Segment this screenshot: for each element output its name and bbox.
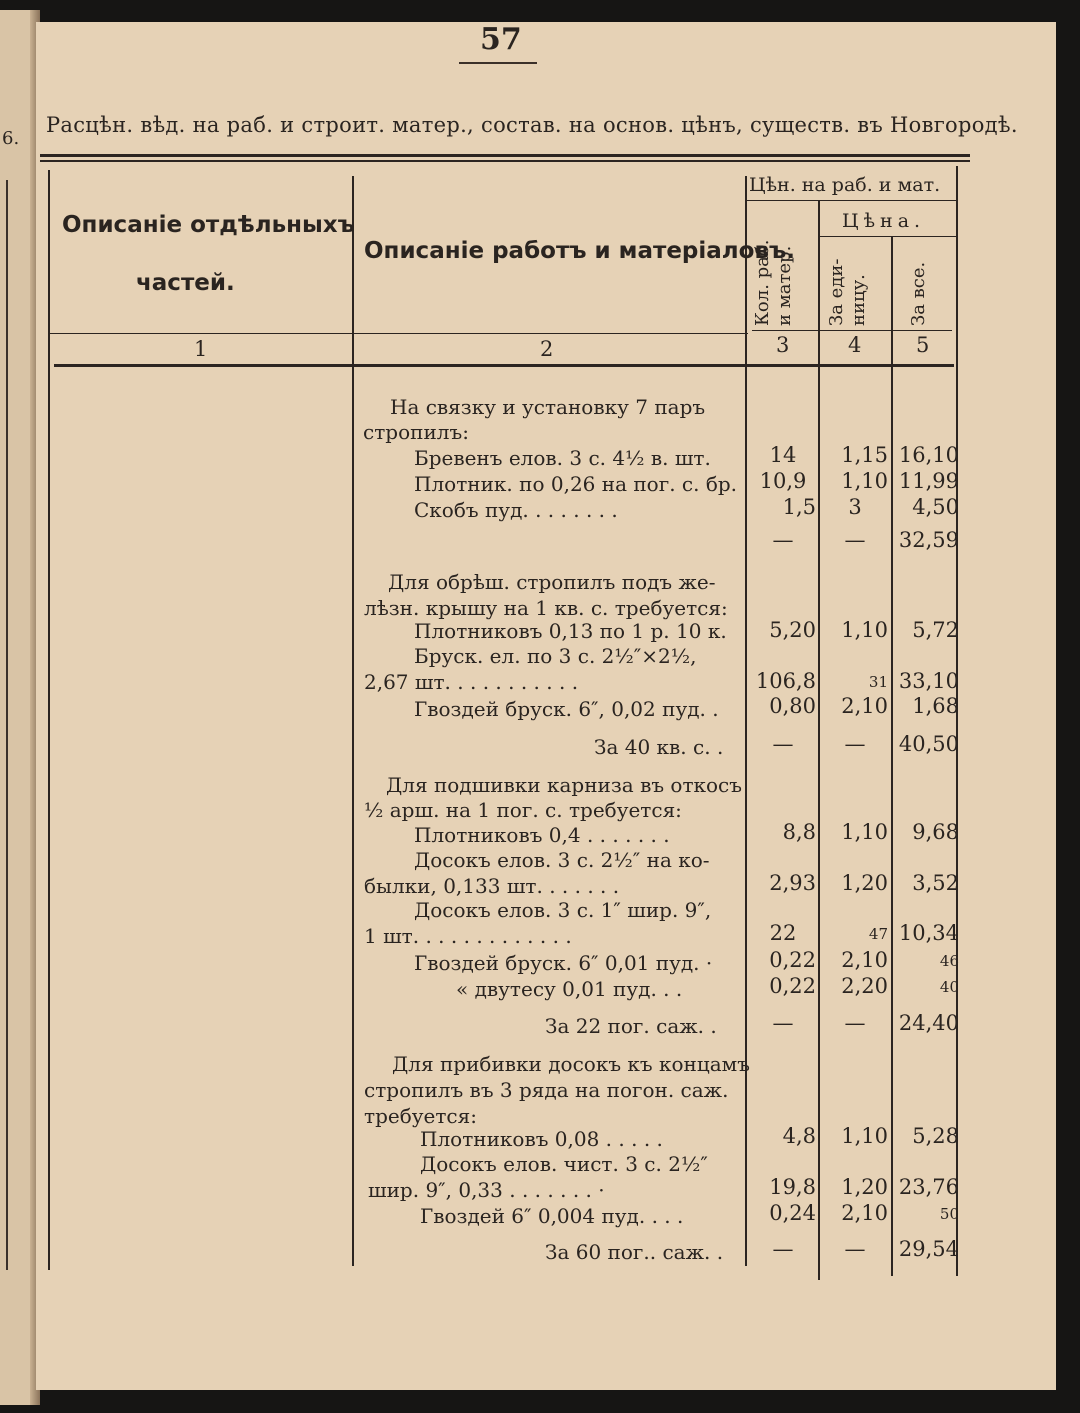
- table-row-qty: 5,20: [769, 618, 816, 642]
- section-3-subtotal-qty: —: [772, 1011, 794, 1035]
- table-row-qty: 2,93: [769, 871, 816, 895]
- table-row-unit-price: 1,10: [841, 618, 888, 642]
- table-row-unit-price: 2,10: [841, 948, 888, 972]
- table-top-rule-double: [40, 160, 970, 162]
- section-2-subtotal-unit: —: [844, 732, 866, 756]
- section-3-subtotal-total: 24,40: [898, 1011, 959, 1035]
- table-row-qty: 19,8: [769, 1175, 816, 1199]
- table-row-text: Плотниковъ 0,4 . . . . . . .: [414, 823, 670, 847]
- column-header-4-line1: За еди-: [826, 258, 847, 326]
- table-row-text: Гвоздей 6″ 0,004 пуд. . . .: [420, 1204, 684, 1228]
- column-number-4: 4: [848, 333, 862, 357]
- table-right-border: [956, 166, 958, 1276]
- column-header-3-line1: Кол. раб.: [752, 239, 773, 326]
- table-row-unit-price: 1,20: [841, 871, 888, 895]
- table-row-unit-price: 47: [868, 925, 888, 943]
- column-number-5: 5: [916, 333, 930, 357]
- table-row-text: « двутесу 0,01 пуд. . .: [456, 977, 683, 1001]
- table-row-qty: 106,8: [755, 669, 816, 693]
- table-row-qty: 8,8: [782, 820, 816, 844]
- table-row-unit-price: 3: [848, 495, 862, 519]
- page-number: 57: [480, 22, 522, 57]
- table-row-total: 4,50: [912, 495, 959, 519]
- table-row-qty: 4,8: [782, 1124, 816, 1148]
- section-1-heading-line1: На связку и установку 7 паръ: [390, 395, 706, 419]
- column-header-2: Описаніе работъ и матеріаловъ.: [364, 238, 796, 264]
- column-header-3-line2: и матер.: [774, 245, 795, 326]
- section-4-heading-line3: требуется:: [364, 1104, 477, 1128]
- table-row-unit-price: 2,10: [841, 694, 888, 718]
- table-row-text: Гвоздей бруск. 6″, 0,02 пуд. .: [414, 697, 719, 721]
- table-row-total: 3,52: [912, 871, 959, 895]
- header-separator-rule-right: [752, 330, 952, 331]
- table-row-text: Плотниковъ 0,08 . . . . .: [420, 1127, 663, 1151]
- table-row-text: Плотник. по 0,26 на пог. с. бр.: [414, 472, 738, 496]
- section-2-heading-line2: лѣзн. крышу на 1 кв. с. требуется:: [364, 596, 728, 620]
- section-4-heading-line1: Для прибивки досокъ къ концамъ: [392, 1052, 750, 1076]
- previous-page-rule: [6, 180, 8, 1270]
- table-row-unit-price: 1,20: [841, 1175, 888, 1199]
- table-left-border: [48, 170, 50, 1270]
- table-row-total: 10,34: [898, 921, 959, 945]
- table-row-text: Плотниковъ 0,13 по 1 р. 10 к.: [414, 619, 727, 643]
- column-header-3: [752, 210, 796, 326]
- table-row-unit-price: 1,10: [841, 820, 888, 844]
- table-row-text: Скобъ пуд. . . . . . . .: [414, 498, 618, 522]
- table-row-total: 5,72: [912, 618, 959, 642]
- section-2-subtotal-qty: —: [772, 732, 794, 756]
- col2-col3-divider: [745, 176, 747, 1266]
- price-group-rule: [820, 236, 956, 237]
- table-top-rule: [40, 154, 970, 157]
- table-row-qty: 0,22: [769, 974, 816, 998]
- table-row-unit-price: 1,10: [841, 1124, 888, 1148]
- table-row-unit-price: 31: [868, 673, 888, 691]
- table-row-text: Досокъ елов. 3 с. 1″ шир. 9″,: [414, 898, 712, 922]
- column-header-5: За все.: [908, 261, 929, 326]
- table-row-total: 9,68: [912, 820, 959, 844]
- table-row-unit-price: 1,15: [841, 443, 888, 467]
- section-2-heading-line1: Для обрѣш. стропилъ подъ же-: [388, 570, 716, 594]
- section-1-subtotal-unit: —: [844, 528, 866, 552]
- col4-col5-divider: [891, 236, 893, 1276]
- column-group-header: Цѣн. на раб. и мат.: [749, 174, 941, 196]
- column-header-1-line1: Описаніе отдѣльныхъ: [62, 212, 355, 238]
- table-row-text: Гвоздей бруск. 6″ 0,01 пуд. ·: [414, 951, 713, 975]
- column-header-1-line2: частей.: [136, 270, 235, 296]
- table-row-text-continued: 2,67 шт. . . . . . . . . . .: [364, 670, 579, 694]
- table-row-qty: 1,5: [782, 495, 816, 519]
- section-4-subtotal-unit: —: [844, 1237, 866, 1261]
- section-4-subtotal-total: 29,54: [898, 1237, 959, 1261]
- section-3-subtotal-label: За 22 пог. саж. .: [545, 1014, 717, 1038]
- table-row-qty: 14: [769, 443, 797, 467]
- table-row-total: 33,10: [898, 669, 959, 693]
- price-group-header: Цѣна.: [842, 210, 926, 232]
- column-number-3: 3: [776, 333, 790, 357]
- table-row-qty: 0,24: [769, 1201, 816, 1225]
- table-row-text: Бруск. ел. по 3 с. 2½″×2½,: [414, 644, 697, 668]
- table-row-total: 40: [939, 978, 959, 996]
- table-row-total: 5,28: [912, 1124, 959, 1148]
- table-row-text: Бревенъ елов. 3 с. 4½ в. шт.: [414, 446, 711, 470]
- running-header: Расцѣн. вѣд. на раб. и строит. матер., состав. на основ. цѣнъ, существ. въ Новгородѣ.: [46, 113, 1018, 137]
- table-row-qty: 10,9: [759, 469, 807, 493]
- table-row-unit-price: 2,10: [841, 1201, 888, 1225]
- section-1-heading-line2: стропилъ:: [363, 420, 469, 444]
- table-row-qty: 22: [769, 921, 797, 945]
- table-row-total: 50: [939, 1205, 959, 1223]
- column-number-1: 1: [194, 337, 208, 361]
- column-header-4-line2: ницу.: [848, 274, 869, 326]
- section-2-subtotal-label: За 40 кв. с. .: [594, 735, 724, 759]
- section-1-subtotal-qty: —: [772, 528, 794, 552]
- table-row-unit-price: 2,20: [841, 974, 888, 998]
- col3-col4-divider: [818, 200, 820, 1280]
- table-row-total: 46: [939, 952, 959, 970]
- header-separator-rule: [48, 333, 748, 334]
- col1-col2-divider: [352, 176, 354, 1266]
- table-row-text: Досокъ елов. 3 с. 2½″ на ко-: [414, 848, 710, 872]
- table-row-qty: 0,22: [769, 948, 816, 972]
- section-2-subtotal-total: 40,50: [898, 732, 959, 756]
- section-4-heading-line2: стропилъ въ 3 ряда на погон. саж.: [364, 1078, 729, 1102]
- table-row-text-continued: 1 шт. . . . . . . . . . . . .: [364, 924, 572, 948]
- section-4-subtotal-qty: —: [772, 1237, 794, 1261]
- previous-page-edge: [0, 10, 40, 1405]
- previous-page-fragment: 6.: [2, 128, 20, 149]
- table-row-total: 1,68: [912, 694, 959, 718]
- table-row-total: 11,99: [898, 469, 959, 493]
- table-row-total: 16,10: [898, 443, 959, 467]
- group-header-rule: [745, 200, 957, 201]
- section-1-subtotal-total: 32,59: [898, 528, 959, 552]
- table-row-text-continued: былки, 0,133 шт. . . . . . .: [364, 874, 620, 898]
- table-row-total: 23,76: [898, 1175, 959, 1199]
- table-row-qty: 0,80: [769, 694, 816, 718]
- table-row-text-continued: шир. 9″, 0,33 . . . . . . . ·: [368, 1178, 605, 1202]
- section-4-subtotal-label: За 60 пог.. саж. .: [545, 1240, 724, 1264]
- column-header-4: [826, 244, 870, 326]
- table-row-unit-price: 1,10: [841, 469, 888, 493]
- section-3-heading-line1: Для подшивки карниза въ откосъ: [386, 773, 742, 797]
- column-number-2: 2: [540, 337, 554, 361]
- table-row-text: Досокъ елов. чист. 3 с. 2½″: [420, 1152, 708, 1176]
- section-3-subtotal-unit: —: [844, 1011, 866, 1035]
- page-number-rule: [459, 62, 537, 64]
- section-3-heading-line2: ½ арш. на 1 пог. с. требуется:: [364, 798, 682, 822]
